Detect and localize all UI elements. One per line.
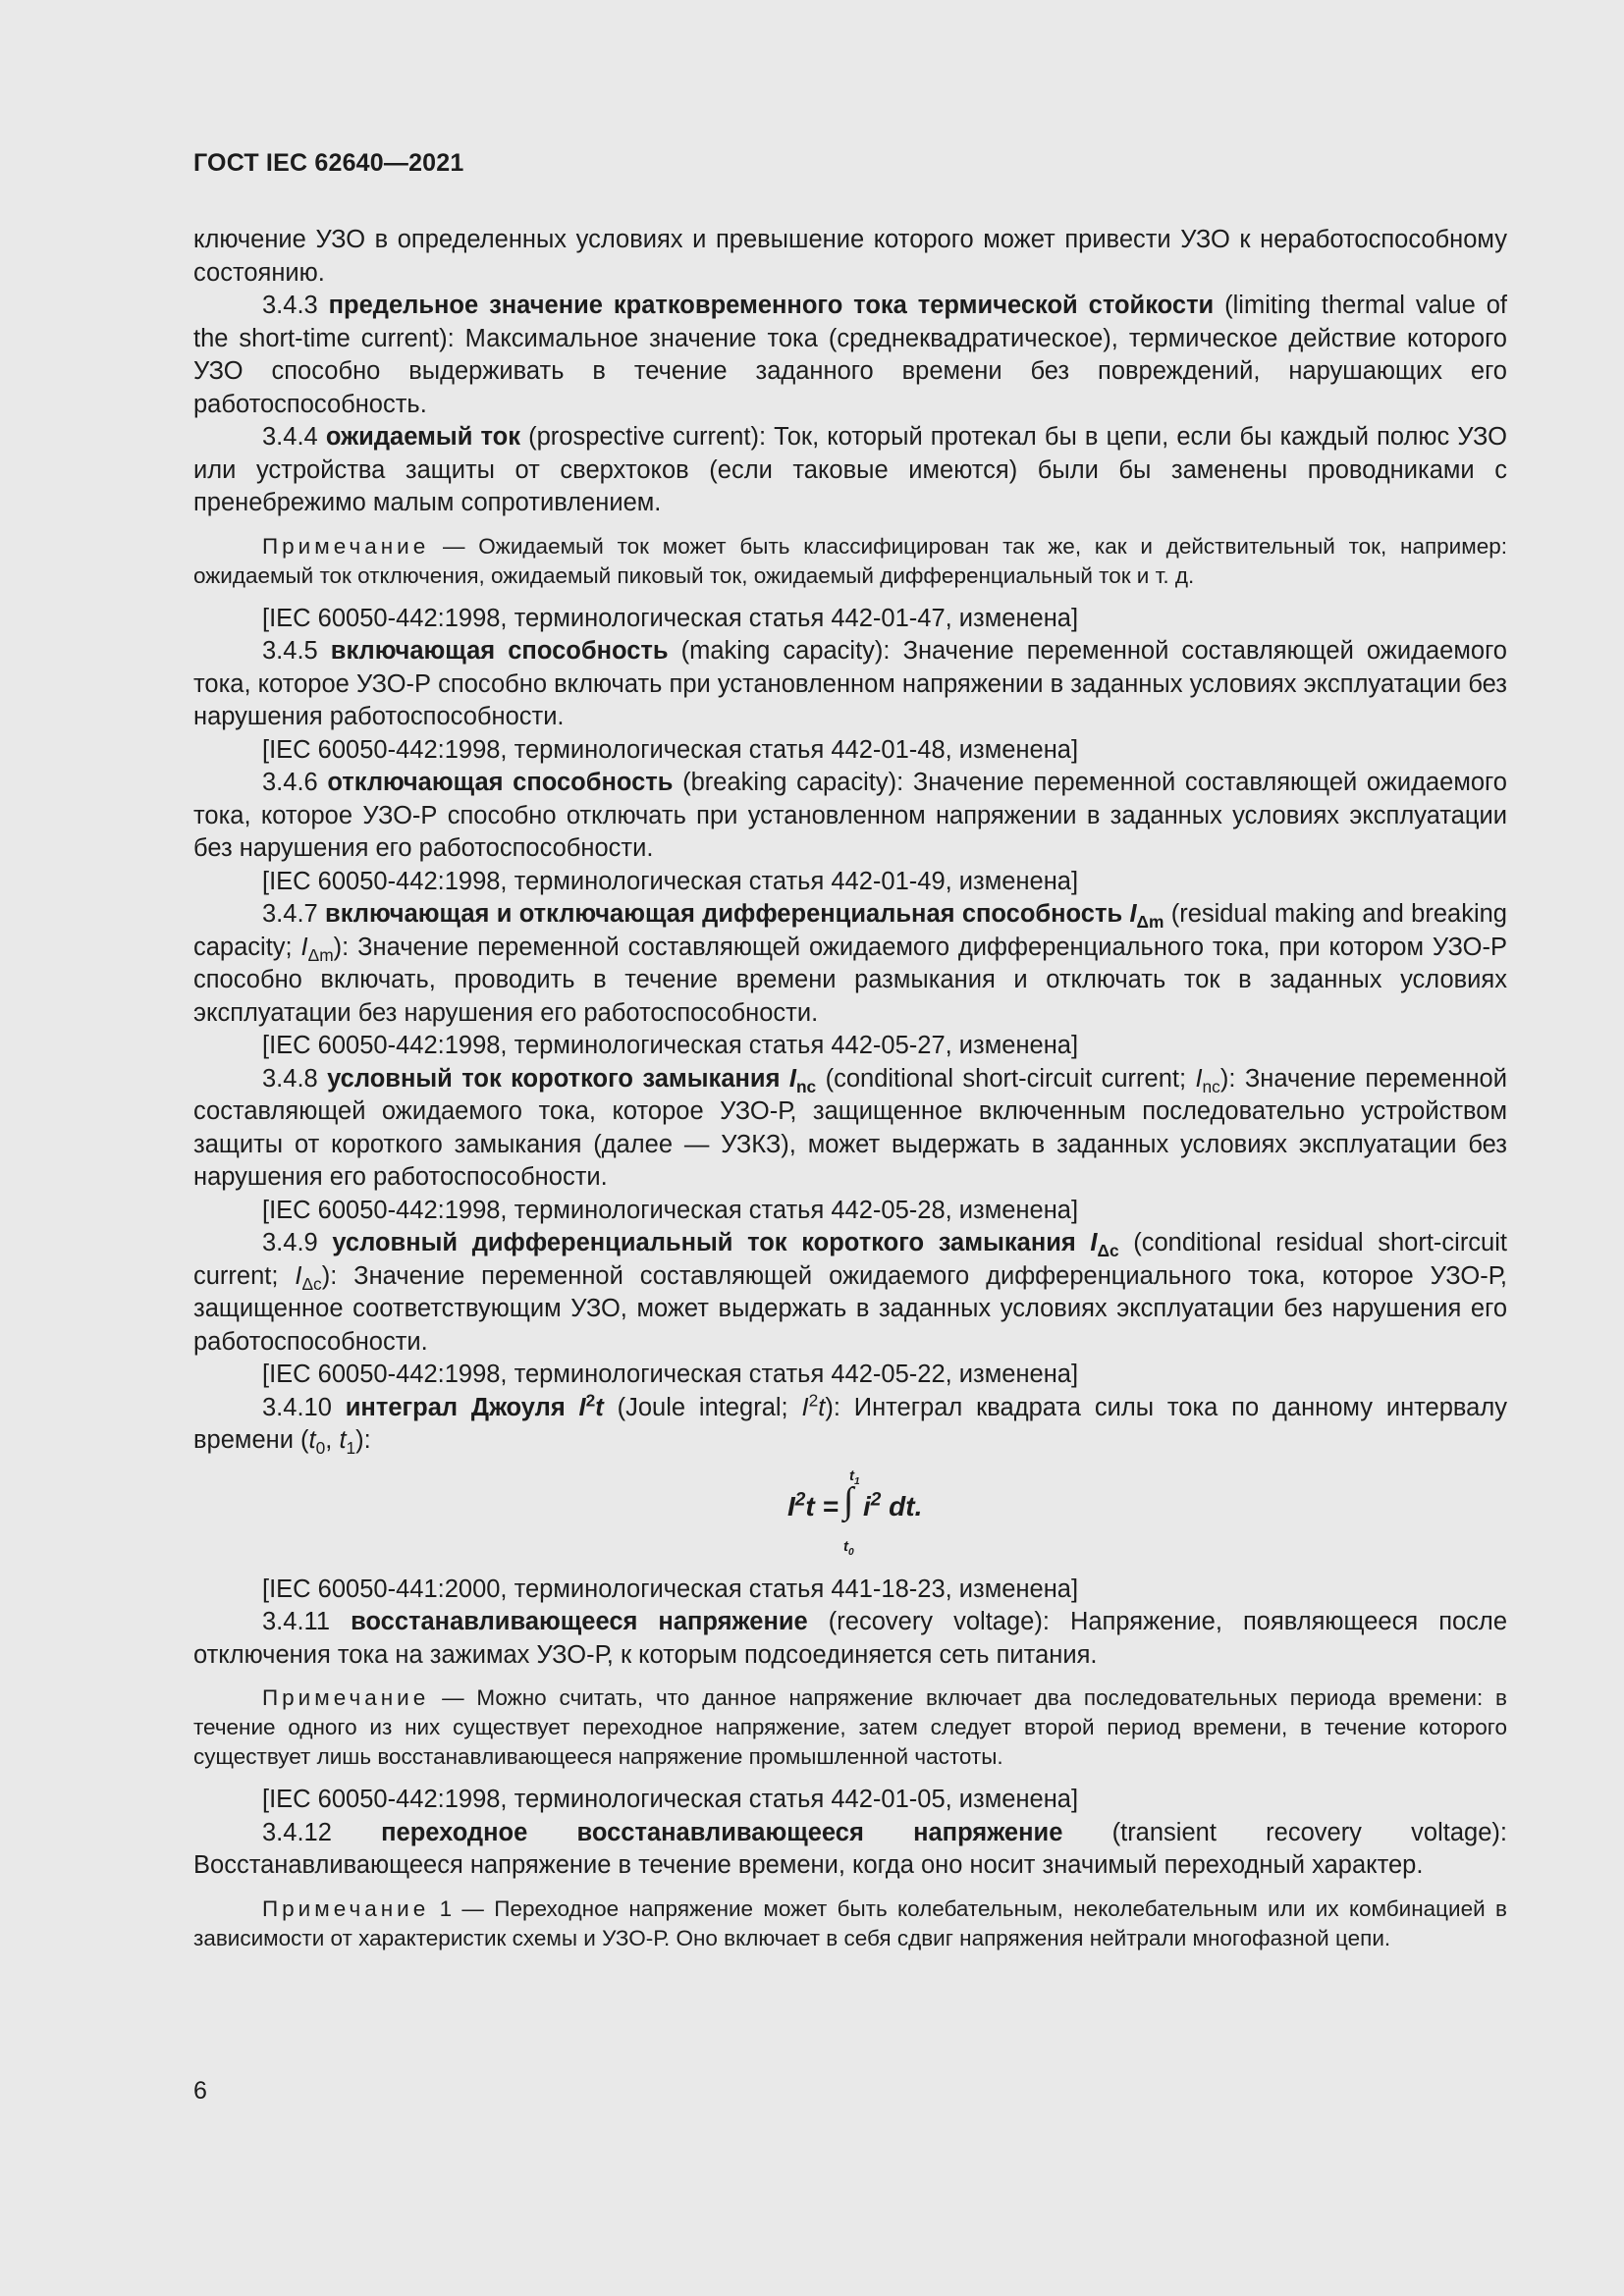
symbol: I (300, 933, 308, 961)
symbol: t (339, 1426, 347, 1454)
reference-442-05-27: [IEC 60050-442:1998, терминологическая статья 442-05-27, изменена] (262, 1032, 1079, 1059)
reference-441-18-23: [IEC 60050-441:2000, терминологическая статья 441-18-23, изменена] (262, 1575, 1079, 1603)
term-title: восстанавливающееся напряжение (351, 1608, 808, 1635)
term-definition-end: ): (355, 1426, 371, 1454)
symbol: t (818, 1393, 826, 1421)
symbol-subscript: 0 (315, 1438, 326, 1459)
separator: , (325, 1426, 340, 1454)
term-3-4-5 (193, 635, 1507, 734)
integral-upper-limit: $t_1$ (849, 1467, 860, 1487)
symbol: I (295, 1261, 302, 1290)
symbol: I (788, 1064, 796, 1093)
term-title: отключающая способность (327, 769, 674, 796)
term-definition: (prospective current): Ток, который протекал бы в цепи, если бы каждый полюс УЗО или устройства защиты от сверхтоков (если таковые имеются) были бы заменены проводниками с пренебрежимо малым сопротивлением. (193, 423, 1507, 516)
term-3-4-4 (193, 421, 1507, 520)
note-label: Примечание (262, 533, 430, 559)
term-number: 3.4.6 (262, 769, 328, 796)
symbol-subscript: nc (795, 1076, 817, 1096)
term-3-4-10 (193, 1392, 1507, 1458)
note-number: 1 (429, 1896, 453, 1921)
note-label: Примечание (262, 1685, 430, 1710)
symbol-subscript: Δc (1097, 1241, 1119, 1261)
symbol: I (1129, 900, 1137, 928)
term-title: ожидаемый ток (325, 423, 520, 451)
formula-lhs: $I^2t$ = (787, 1489, 839, 1522)
note-label: Примечание (262, 1896, 430, 1921)
term-definition: (limiting thermal value of the short-time current): Максимальное значение тока (среднеквадратическое), термическое действие которого УЗО способно выдерживать в течение заданного времени без повреждений, нарушающих его работоспособность. (193, 292, 1507, 418)
note-text: — Ожидаемый ток может быть классифицирован так же, как и действительный ток, например: ожидаемый ток отключения, ожидаемый пиковый ток, ожидаемый дифференциальный ток и т. д. (193, 533, 1507, 588)
symbol-superscript: 2 (808, 1390, 819, 1410)
term-english: (Joule integral; (603, 1393, 802, 1421)
integral-lower-limit: $t_0$ (843, 1537, 854, 1558)
term-definition: (breaking capacity): Значение переменной составляющей ожидаемого тока, которое УЗО-Р способно отключать при установленном напряжении в заданных условиях эксплуатации без нарушения его работоспособности. (193, 769, 1507, 862)
term-number: 3.4.5 (262, 637, 331, 665)
note-transient-voltage (193, 1895, 1507, 1953)
reference-442-01-05: [IEC 60050-442:1998, терминологическая статья 442-01-05, изменена] (262, 1786, 1079, 1813)
term-3-4-8 (193, 1063, 1507, 1195)
joule-integral-formula (193, 1458, 1507, 1574)
note-recovery-voltage (193, 1683, 1507, 1772)
term-number: 3.4.4 (262, 423, 326, 451)
page-number: 6 (193, 2077, 207, 2105)
reference-442-05-22: [IEC 60050-442:1998, терминологическая статья 442-05-22, изменена] (262, 1361, 1079, 1388)
term-title: условный дифференциальный ток короткого замыкания (332, 1229, 1091, 1256)
term-number: 3.4.10 (262, 1393, 346, 1421)
integral-sign: ∫ (843, 1479, 854, 1522)
term-3-4-7 (193, 898, 1507, 1030)
term-3-4-6 (193, 767, 1507, 866)
term-3-4-9 (193, 1227, 1507, 1359)
term-number: 3.4.9 (262, 1229, 333, 1256)
term-definition: ): Интеграл квадрата силы тока по данному интервалу времени ( (193, 1393, 1507, 1454)
paragraph-continuation: ключение УЗО в определенных условиях и превышение которого может привести УЗО к неработоспособному состоянию. (193, 226, 1507, 287)
term-english: (residual making and breaking capacity; (193, 900, 1507, 961)
term-definition: ): Значение переменной составляющей ожидаемого дифференциального тока, при котором УЗО-Р способно включать, проводить в течение времени размыкания и отключать ток в заданных условиях эксплуатации без нарушения его работоспособности. (193, 933, 1507, 1027)
symbol-subscript: Δm (307, 944, 334, 965)
formula-rhs: $i^2$ dt. (863, 1489, 923, 1522)
term-number: 3.4.8 (262, 1064, 328, 1093)
note-prospective-current (193, 532, 1507, 591)
term-3-4-11 (193, 1606, 1507, 1672)
note-text: — Переходное напряжение может быть колебательным, неколебательным или их комбинацией в зависимости от характеристик схемы и УЗО-Р. Оно включает в себя сдвиг напряжения нейтрали многофазной цепи. (193, 1896, 1507, 1950)
reference-442-05-28: [IEC 60050-442:1998, терминологическая статья 442-05-28, изменена] (262, 1196, 1079, 1224)
term-title: включающая способность (330, 637, 669, 665)
term-definition: ): Значение переменной составляющей ожидаемого тока, которое УЗО-Р, защищенное включенным последовательно устройством защиты от короткого замыкания (далее — УЗКЗ), может выдержать в заданных условиях эксплуатации без нарушения его работоспособности. (193, 1064, 1507, 1191)
document-header: ГОСТ IEC 62640—2021 (193, 149, 464, 177)
symbol-subscript: 1 (346, 1438, 356, 1459)
term-english: (conditional residual short-circuit current; (193, 1229, 1507, 1290)
term-3-4-3 (193, 290, 1507, 421)
symbol-subscript: Δm (1136, 912, 1164, 933)
term-number: 3.4.12 (262, 1818, 382, 1846)
symbol-subscript: nc (1202, 1076, 1220, 1096)
reference-442-01-48: [IEC 60050-442:1998, терминологическая статья 442-01-48, изменена] (262, 735, 1079, 764)
symbol: t (308, 1426, 316, 1454)
term-title: включающая и отключающая дифференциальная способность (325, 900, 1130, 928)
symbol: I (801, 1393, 809, 1421)
reference-442-01-49: [IEC 60050-442:1998, терминологическая статья 442-01-49, изменена] (262, 867, 1079, 895)
term-title: условный ток короткого замыкания (327, 1064, 789, 1093)
term-number: 3.4.7 (262, 900, 326, 928)
symbol: t (595, 1393, 604, 1421)
term-title: переходное восстанавливающееся напряжение (381, 1818, 1063, 1846)
term-definition: (recovery voltage): Напряжение, появляющееся после отключения тока на зажимах УЗО-Р, к которым подсоединяется сеть питания. (193, 1608, 1507, 1669)
symbol-superscript: 2 (585, 1390, 596, 1410)
note-text: — Можно считать, что данное напряжение включает два последовательных периода времени: в течение одного из них существует переходное напряжение, затем следует второй период времени, в течение которого существует лишь восстанавливающееся напряжение промышленной частоты. (193, 1685, 1507, 1769)
term-english: (conditional short-circuit current; (816, 1064, 1196, 1093)
symbol: I (1090, 1229, 1098, 1256)
reference-442-01-47: [IEC 60050-442:1998, терминологическая статья 442-01-47, изменена] (262, 604, 1079, 632)
symbol: I (578, 1393, 586, 1421)
term-number: 3.4.3 (262, 292, 329, 319)
term-title: интеграл Джоуля (345, 1393, 579, 1421)
document-body (193, 224, 1507, 1965)
term-definition: (transient recovery voltage): Восстанавливающееся напряжение в течение времени, когда оно носит значимый переходный характер. (193, 1818, 1507, 1879)
symbol-subscript: Δc (301, 1273, 322, 1294)
term-number: 3.4.11 (262, 1608, 352, 1635)
term-title: предельное значение кратковременного тока термической стойкости (328, 292, 1215, 319)
term-definition: ): Значение переменной составляющей ожидаемого дифференциального тока, которое УЗО-Р, защищенное соответствующим УЗО, может выдержать в заданных условиях эксплуатации без нарушения его работоспособности. (193, 1261, 1507, 1356)
term-3-4-12 (193, 1817, 1507, 1883)
term-definition: (making capacity): Значение переменной составляющей ожидаемого тока, которое УЗО-Р способно включать при установленном напряжении в заданных условиях эксплуатации без нарушения работоспособности. (193, 637, 1507, 730)
symbol: I (1195, 1064, 1203, 1093)
